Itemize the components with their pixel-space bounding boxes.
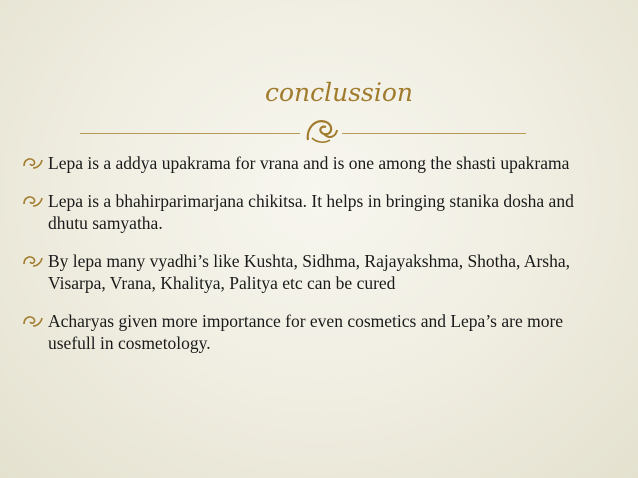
bullet-item-4 (22, 310, 582, 354)
bullet-text-4: Acharyas given more importance for even cosmetics and Lepa’s are more usefull in cosmetology. (48, 311, 564, 353)
bullet-item-2 (22, 190, 582, 234)
bullet-item-3 (22, 250, 582, 294)
bullet-item-1 (22, 152, 582, 174)
swirl-ornament-icon (302, 112, 340, 146)
slide-title: conclussion (264, 78, 414, 107)
bullet-text-3: By lepa many vyadhi’s like Kushta, Sidhma, Rajayakshma, Shotha, Arsha, Visarpa, Vrana, Khalitya, Palitya etc can be cured (48, 251, 571, 293)
bullet-text-2: Lepa is a bhahirparimarjana chikitsa. It helps in bringing stanika dosha and dhutu samyatha. (48, 191, 574, 233)
curly-arrow-bullet-icon (22, 254, 44, 268)
bullet-text-1: Lepa is a addya upakrama for vrana and is one among the shasti upakrama (48, 153, 570, 173)
curly-arrow-bullet-icon (22, 194, 44, 208)
curly-arrow-bullet-icon (22, 314, 44, 328)
title-divider-right (342, 133, 526, 134)
bullet-list (22, 152, 582, 370)
title-divider-left (80, 133, 300, 134)
curly-arrow-bullet-icon (22, 156, 44, 170)
